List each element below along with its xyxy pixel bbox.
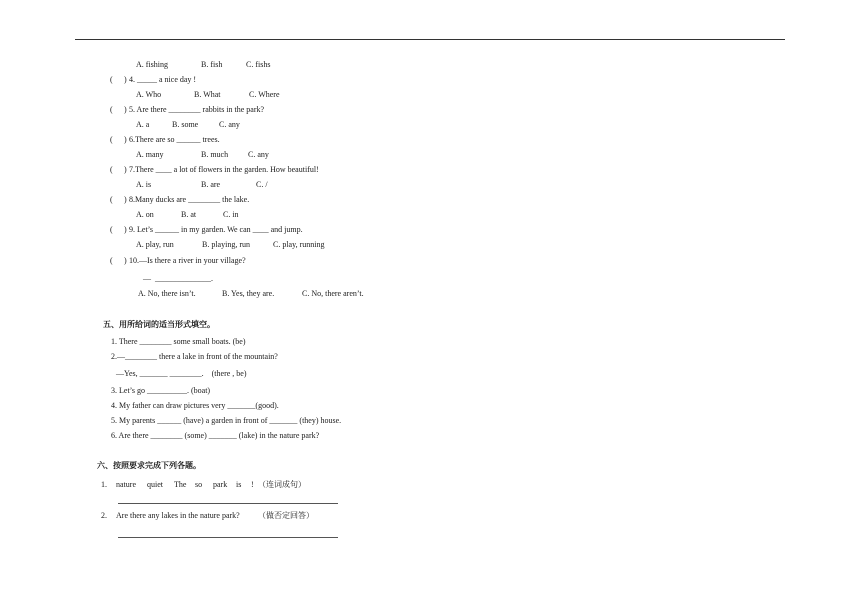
s6-item-2-question: Are there any lakes in the nature park?: [116, 511, 240, 520]
q4-question: 4. _____ a nice day !: [129, 75, 197, 84]
q6-option-b: B. much: [201, 150, 229, 159]
q5-option-b: B. some: [172, 120, 199, 129]
s5-item-3: 3. Let’s go __________. (boat): [111, 386, 211, 395]
s5-item-2-answer: —Yes, _______ ________. (there , be): [116, 369, 247, 378]
q6-question: 6.There are so ______ trees.: [129, 135, 220, 144]
q5-bracket-open: (: [110, 105, 113, 114]
s5-item-4: 4. My father can draw pictures very _______(good).: [111, 401, 279, 410]
q4-option-a: A. Who: [136, 90, 162, 99]
s6-item-1-word: !: [251, 480, 254, 489]
s6-item-1-word: is: [236, 480, 242, 489]
q10-option-a: A. No, there isn’t.: [138, 289, 196, 298]
s6-item-1-answer-line: [118, 503, 338, 504]
q10-bracket-open: (: [110, 256, 113, 265]
s6-item-2-answer-line: [118, 537, 338, 538]
q5-option-c: C. any: [219, 120, 240, 129]
q8-option-c: C. in: [223, 210, 239, 219]
q9-option-b: B. playing, run: [202, 240, 250, 249]
s5-item-6: 6. Are there ________ (some) _______ (lake) in the nature park?: [111, 431, 320, 440]
s6-item-1-word: quiet: [147, 480, 163, 489]
q9-bracket-close: ): [124, 225, 127, 234]
q7-question: 7.There ____ a lot of flowers in the garden. How beautiful!: [129, 165, 319, 174]
s6-item-1-word: park: [213, 480, 228, 489]
q3-option-b: B. fish: [201, 60, 223, 69]
q4-option-c: C. Where: [249, 90, 280, 99]
section5-heading: 五、用所给词的适当形式填空。: [103, 320, 215, 329]
q9-option-c: C. play, running: [273, 240, 325, 249]
q7-bracket-close: ): [124, 165, 127, 174]
q8-option-a: A. on: [136, 210, 154, 219]
q8-option-b: B. at: [181, 210, 197, 219]
q8-question: 8.Many ducks are ________ the lake.: [129, 195, 250, 204]
q8-bracket-open: (: [110, 195, 113, 204]
s6-item-2-instruction: （做否定回答）: [258, 511, 314, 520]
s6-item-2-number: 2.: [101, 511, 107, 520]
q4-option-b: B. What: [194, 90, 221, 99]
q7-bracket-open: (: [110, 165, 113, 174]
q4-bracket-close: ): [124, 75, 127, 84]
q4-bracket-open: (: [110, 75, 113, 84]
q3-option-c: C. fishs: [246, 60, 271, 69]
q5-bracket-close: ): [124, 105, 127, 114]
q9-bracket-open: (: [110, 225, 113, 234]
q9-option-a: A. play, run: [136, 240, 174, 249]
q10-bracket-close: ): [124, 256, 127, 265]
header-rule: [75, 39, 785, 40]
q5-question: 5. Are there ________ rabbits in the park?: [129, 105, 265, 114]
s6-item-1-word: The: [174, 480, 187, 489]
q10-option-b: B. Yes, they are.: [222, 289, 275, 298]
s5-item-2: 2.—________ there a lake in front of the mountain?: [111, 352, 278, 361]
s6-item-1-number: 1.: [101, 480, 107, 489]
s6-item-1-instruction: （连词成句）: [258, 480, 306, 489]
q7-option-b: B. are: [201, 180, 221, 189]
q6-bracket-open: (: [110, 135, 113, 144]
q8-bracket-close: ): [124, 195, 127, 204]
q9-question: 9. Let’s ______ in my garden. We can ____ and jump.: [129, 225, 303, 234]
q7-option-c: C. /: [256, 180, 268, 189]
q7-option-a: A. is: [136, 180, 152, 189]
s6-item-1-word: so: [195, 480, 203, 489]
s6-item-1-word: nature: [116, 480, 136, 489]
q6-option-c: C. any: [248, 150, 269, 159]
q10-option-c: C. No, there aren’t.: [302, 289, 364, 298]
s5-item-5: 5. My parents ______ (have) a garden in front of _______ (they) house.: [111, 416, 342, 425]
q3-option-a: A. fishing: [136, 60, 168, 69]
q6-option-a: A. many: [136, 150, 164, 159]
q10-question: 10.—Is there a river in your village?: [129, 256, 246, 265]
s5-item-1: 1. There ________ some small boats. (be): [111, 337, 246, 346]
q10-answer-line: — ______________.: [143, 274, 213, 283]
section6-heading: 六、按照要求完成下列各题。: [97, 461, 201, 470]
q5-option-a: A. a: [136, 120, 150, 129]
q6-bracket-close: ): [124, 135, 127, 144]
